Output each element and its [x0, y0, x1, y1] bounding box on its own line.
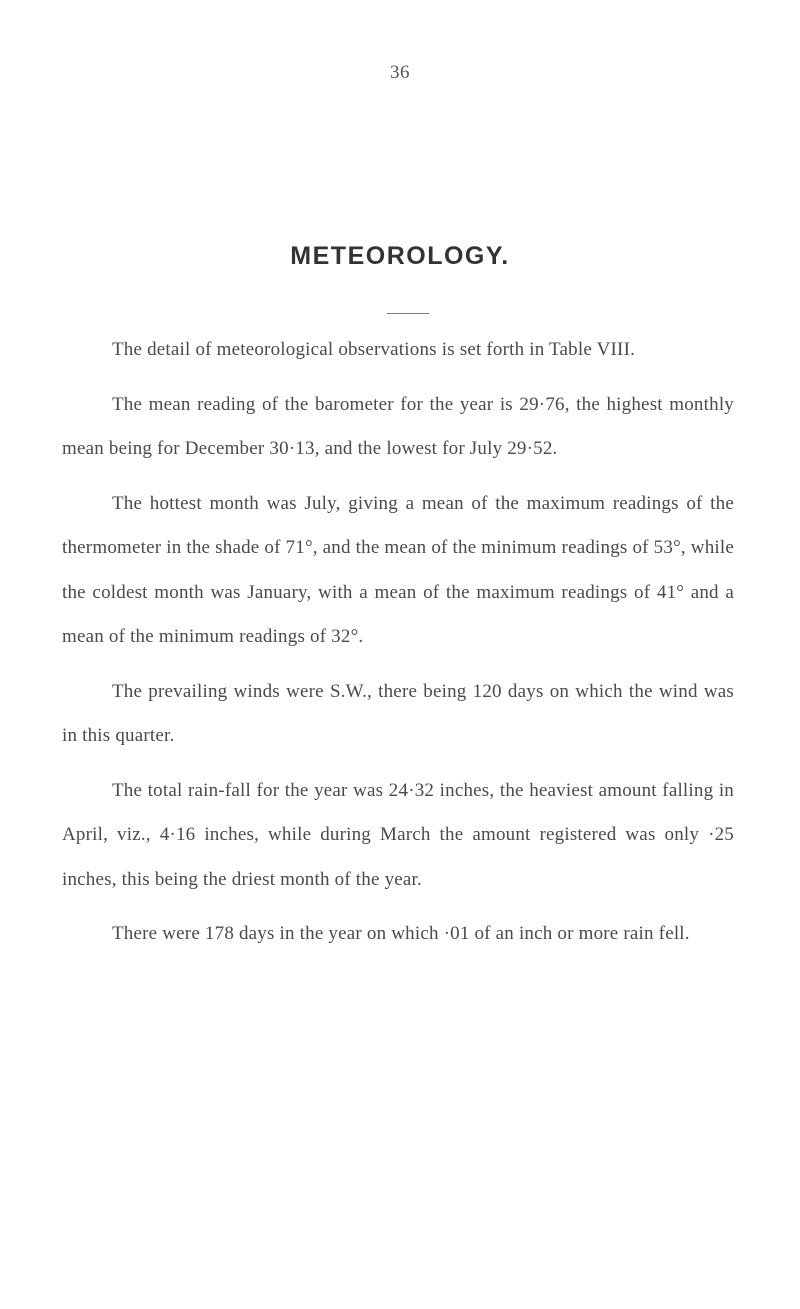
page-number: 36: [390, 62, 410, 83]
heading-divider: [387, 313, 429, 314]
paragraph-rain-days: There were 178 days in the year on which ·01 of an inch or more rain fell.: [112, 923, 690, 944]
paragraph-temperature: The hottest month was July, giving a mean of the maximum readings of the thermometer in the shade of 71°, and the mean of the minimum readings of 53°, while the coldest month was January, with a mean of the maximum readings of 41° and a mean of the minimum readings of 32°.: [62, 492, 734, 647]
paragraph-winds: The prevailing winds were S.W., there being 120 days on which the wind was in this quarter.: [62, 680, 734, 746]
paragraph-rainfall: The total rain-fall for the year was 24·32 inches, the heaviest amount falling in April, viz., 4·16 inches, while during March the amount registered was only ·25 inches, this being the driest month of the year.: [62, 779, 734, 890]
body-text: [62, 328, 734, 967]
section-heading: METEOROLOGY.: [290, 242, 510, 270]
paragraph-table-reference: The detail of meteorological observations is set forth in Table VIII.: [112, 339, 636, 360]
paragraph-barometer: The mean reading of the barometer for the year is 29·76, the highest monthly mean being for December 30·13, and the lowest for July 29·52.: [62, 393, 734, 459]
